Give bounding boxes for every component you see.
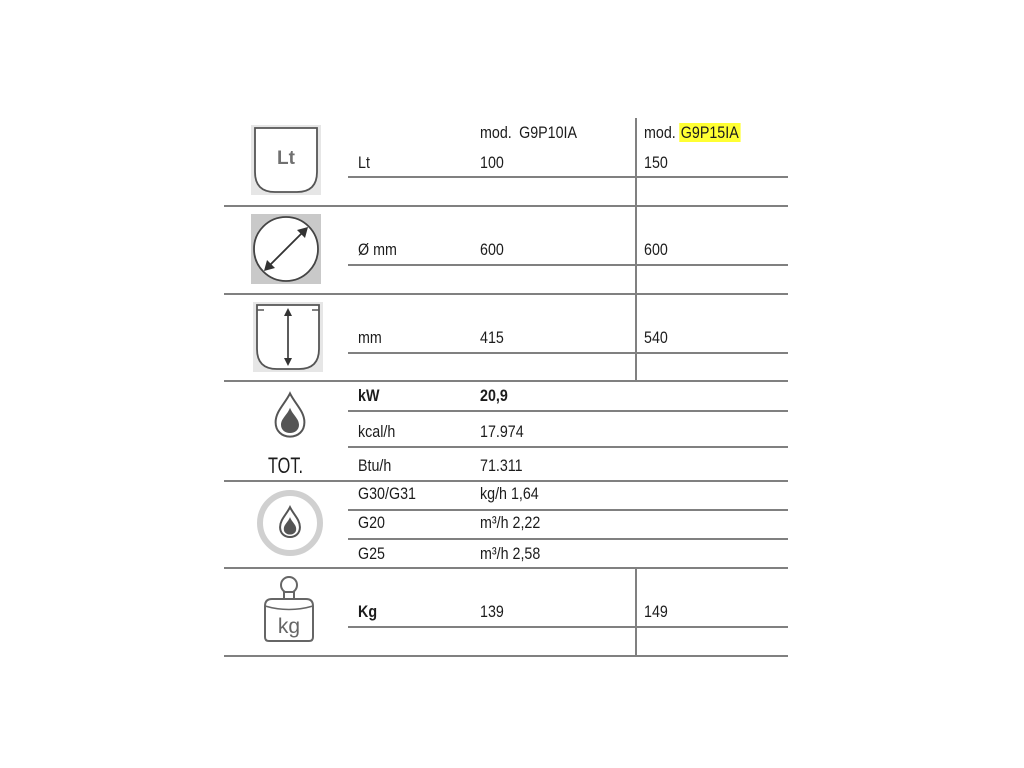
weight-label: Kg [358,602,378,621]
section-divider [224,655,788,657]
pot-icon-label: Lt [277,148,295,169]
row-divider [348,626,788,628]
power-value-btu: 71.311 [480,456,523,475]
row-divider [348,352,788,354]
row-divider [348,176,788,178]
power-label-kcal: kcal/h [358,422,396,441]
row-divider [348,264,788,266]
capacity-value-col2: 150 [644,153,668,172]
row-divider [348,538,788,540]
gas-label-g25: G25 [358,544,385,563]
section-divider [224,293,788,295]
diameter-icon [250,213,322,285]
gas-flame-ring-icon [256,489,324,557]
section-divider [224,205,788,207]
model-code-highlighted: G9P15IA [680,123,739,142]
model-header-col2 [644,123,740,143]
column-divider [635,118,637,380]
model-code: G9P10IA [519,123,578,142]
model-prefix: mod. [644,123,676,142]
row-divider [348,446,788,448]
pot-height-icon [252,301,324,373]
row-divider [348,410,788,412]
gas-label-g20: G20 [358,513,385,532]
weight-value-col1: 139 [480,602,504,621]
weight-value-col2: 149 [644,602,668,621]
column-divider [635,567,637,655]
power-total-tag: TOT. [268,453,303,478]
height-value-col1: 415 [480,328,504,347]
gas-value-g20: m³/h 2,22 [480,513,541,532]
section-divider [224,480,788,482]
weight-icon-label: kg [277,615,301,638]
diameter-value-col2: 600 [644,240,668,259]
pot-liters-icon [250,124,322,196]
power-value-kcal: 17.974 [480,422,524,441]
diameter-value-col1: 600 [480,240,504,259]
capacity-value-col1: 100 [480,153,504,172]
row-divider [348,509,788,511]
gas-label-g30-g31: G30/G31 [358,484,416,503]
power-label-kw: kW [358,386,380,405]
capacity-label: Lt [358,153,370,172]
height-label: mm [358,328,382,347]
model-header-col1 [480,123,577,143]
gas-value-g30-g31: kg/h 1,64 [480,484,539,503]
weight-kg-icon [257,575,321,643]
diameter-label: Ø mm [358,240,397,259]
gas-value-g25: m³/h 2,58 [480,544,541,563]
power-label-btu: Btu/h [358,456,392,475]
section-divider [224,380,788,382]
section-divider [224,567,788,569]
flame-icon [272,391,308,439]
power-value-kw: 20,9 [480,386,508,405]
model-prefix: mod. [480,123,512,142]
height-value-col2: 540 [644,328,668,347]
